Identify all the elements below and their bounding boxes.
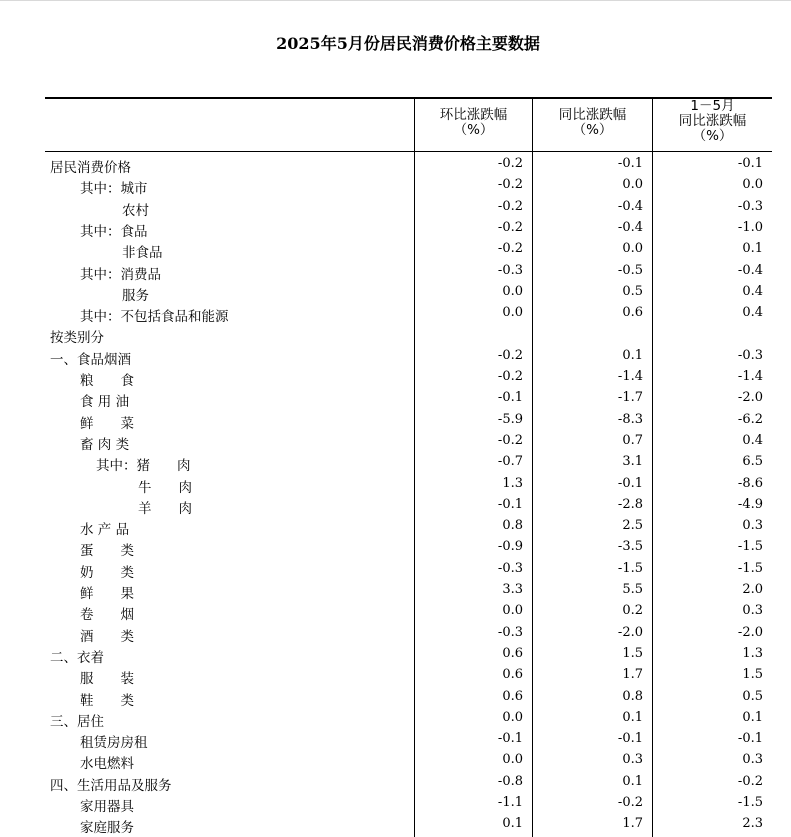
table-row <box>45 495 772 516</box>
header-ytd-title: 同比涨跌幅 <box>678 113 747 129</box>
ytd-value: 0.5 <box>742 688 763 704</box>
ytd-value: 0.3 <box>742 752 763 768</box>
table-row <box>45 282 772 303</box>
row-label: 鞋 类 <box>80 692 134 709</box>
table-row <box>45 367 772 388</box>
table-row <box>45 388 772 409</box>
table-row <box>45 644 772 665</box>
ytd-value: 0.3 <box>742 518 763 534</box>
row-label: 其中：猪 肉 <box>96 458 191 475</box>
yoy-value: -8.3 <box>617 411 643 427</box>
mom-value: 0.6 <box>502 667 523 683</box>
ytd-value: -1.5 <box>737 560 763 576</box>
mom-value: -1.1 <box>497 795 523 810</box>
row-label: 水电燃料 <box>80 756 134 773</box>
row-label: 其中：不包括食品和能源 <box>80 309 229 326</box>
row-label: 酒 类 <box>80 628 134 645</box>
yoy-value: 0.2 <box>622 603 643 619</box>
row-label: 畜 肉 类 <box>80 436 130 453</box>
header-mom-title: 环比涨跌幅 <box>439 107 508 123</box>
table-row <box>45 303 772 324</box>
page-top-border <box>0 0 791 1</box>
mom-value: -0.1 <box>497 496 523 512</box>
row-label: 奶 类 <box>80 564 134 581</box>
yoy-value: 0.8 <box>622 688 643 704</box>
yoy-value: -2.8 <box>617 496 643 512</box>
row-label: 服 装 <box>80 671 134 688</box>
row-label: 一、食品烟酒 <box>50 351 131 368</box>
row-label: 四、生活用品及服务 <box>50 777 172 794</box>
mom-value: 0.0 <box>502 752 523 768</box>
ytd-value: 2.0 <box>742 582 763 597</box>
yoy-value: -1.7 <box>617 390 643 406</box>
yoy-value: 0.0 <box>622 177 643 193</box>
row-label: 农村 <box>122 202 149 219</box>
ytd-value: 6.5 <box>742 454 763 470</box>
row-label: 水 产 品 <box>80 522 130 539</box>
table-row <box>45 346 772 367</box>
row-label: 居民消费价格 <box>50 160 131 176</box>
mom-value: 0.6 <box>502 645 523 661</box>
mom-value: -0.9 <box>497 539 523 555</box>
header-yoy-unit: （%） <box>572 122 613 138</box>
ytd-value: 0.1 <box>742 241 763 257</box>
header-mom <box>415 108 532 138</box>
table-row <box>45 814 772 835</box>
yoy-value: 1.5 <box>622 645 643 661</box>
table-row <box>45 474 772 495</box>
table-row <box>45 772 772 793</box>
header-ytd-unit: （%） <box>692 128 733 144</box>
row-label: 鲜 果 <box>80 586 134 602</box>
mom-value: -5.9 <box>497 411 523 427</box>
table-row <box>45 197 772 218</box>
header-mom-unit: （%） <box>453 122 494 138</box>
table-row <box>45 452 772 473</box>
yoy-value: -0.1 <box>617 731 643 747</box>
yoy-value: -0.1 <box>617 475 643 491</box>
yoy-value: 0.7 <box>622 432 643 448</box>
mom-value: -0.8 <box>497 773 523 789</box>
table-row <box>45 750 772 771</box>
row-label: 其中：城市 <box>80 181 148 198</box>
ytd-value: -0.3 <box>737 347 763 363</box>
mom-value: 1.3 <box>502 475 523 491</box>
mom-value: -0.2 <box>497 156 523 171</box>
yoy-value: -0.4 <box>617 198 643 214</box>
row-label: 家庭服务 <box>80 820 134 837</box>
header-ytd-period: 1－5月 <box>690 98 735 114</box>
mom-value: -0.3 <box>497 262 523 278</box>
table-row <box>45 175 772 196</box>
yoy-value: -3.5 <box>617 539 643 555</box>
mom-value: -0.2 <box>497 369 523 384</box>
ytd-value: -6.2 <box>737 411 763 427</box>
row-label: 蛋 类 <box>80 543 134 560</box>
table-row <box>45 601 772 622</box>
yoy-value: 0.6 <box>622 305 643 321</box>
row-label: 鲜 菜 <box>80 415 134 432</box>
yoy-value: 2.5 <box>622 518 643 534</box>
mom-value: 0.0 <box>502 603 523 619</box>
mom-value: -0.3 <box>497 560 523 576</box>
ytd-value: -4.9 <box>737 496 763 512</box>
yoy-value: -1.5 <box>617 560 643 576</box>
table-row <box>45 410 772 431</box>
row-label: 非食品 <box>122 245 163 262</box>
ytd-value: 0.0 <box>742 177 763 193</box>
table-row <box>45 324 772 345</box>
yoy-value: -0.2 <box>617 795 643 810</box>
header-ytd <box>653 99 772 144</box>
row-label: 二、衣着 <box>50 649 104 666</box>
ytd-value: -1.0 <box>737 219 763 235</box>
mom-value: 0.0 <box>502 305 523 321</box>
ytd-value: -0.1 <box>737 731 763 747</box>
table-header-rule <box>45 151 772 152</box>
yoy-value: -0.4 <box>617 219 643 235</box>
mom-value: -0.2 <box>497 347 523 363</box>
table-row <box>45 729 772 750</box>
row-label: 租赁房房租 <box>80 735 148 752</box>
ytd-value: -1.5 <box>737 539 763 555</box>
ytd-value: -2.0 <box>737 390 763 406</box>
table-row <box>45 537 772 558</box>
ytd-value: 2.3 <box>742 816 763 832</box>
yoy-value: 3.1 <box>622 454 643 470</box>
yoy-value: 0.1 <box>622 709 643 725</box>
table-row <box>45 218 772 239</box>
row-label: 其中：消费品 <box>80 266 161 283</box>
mom-value: 3.3 <box>502 582 523 597</box>
yoy-value: -1.4 <box>617 369 643 384</box>
ytd-value: -1.5 <box>737 795 763 810</box>
mom-value: -0.2 <box>497 177 523 193</box>
table-row <box>45 431 772 452</box>
ytd-value: 0.4 <box>742 283 763 299</box>
yoy-value: 0.0 <box>622 241 643 257</box>
table-row <box>45 154 772 175</box>
row-label: 羊 肉 <box>138 500 192 517</box>
ytd-value: 0.4 <box>742 432 763 448</box>
mom-value: -0.2 <box>497 432 523 448</box>
mom-value: -0.3 <box>497 624 523 640</box>
ytd-value: -0.1 <box>737 156 763 171</box>
yoy-value: 5.5 <box>622 582 643 597</box>
ytd-value: 0.1 <box>742 709 763 725</box>
mom-value: -0.7 <box>497 454 523 470</box>
yoy-value: -0.1 <box>617 156 643 171</box>
yoy-value: 0.3 <box>622 752 643 768</box>
mom-value: 0.0 <box>502 709 523 725</box>
mom-value: 0.1 <box>502 816 523 832</box>
yoy-value: -0.5 <box>617 262 643 278</box>
row-label: 按类别分 <box>50 330 104 347</box>
yoy-value: 0.1 <box>622 347 643 363</box>
mom-value: 0.0 <box>502 283 523 299</box>
table-row <box>45 516 772 537</box>
mom-value: -0.1 <box>497 731 523 747</box>
row-label: 牛 肉 <box>138 479 192 496</box>
table-row <box>45 623 772 644</box>
row-label: 卷 烟 <box>80 607 134 624</box>
yoy-value: 1.7 <box>622 667 643 683</box>
mom-value: 0.8 <box>502 518 523 534</box>
yoy-value: 0.5 <box>622 283 643 299</box>
yoy-value: 0.1 <box>622 773 643 789</box>
row-label: 粮 食 <box>80 373 134 389</box>
page-title: 2025年5月份居民消费价格主要数据 <box>276 34 540 53</box>
ytd-value: -0.2 <box>737 773 763 789</box>
header-yoy <box>533 108 652 138</box>
yoy-value: -2.0 <box>617 624 643 640</box>
ytd-value: -1.4 <box>737 369 763 384</box>
table-row <box>45 580 772 601</box>
row-label: 三、居住 <box>50 713 104 730</box>
ytd-value: -8.6 <box>737 475 763 491</box>
table-row <box>45 687 772 708</box>
row-label: 食 用 油 <box>80 394 130 411</box>
ytd-value: -2.0 <box>737 624 763 640</box>
table-row <box>45 665 772 686</box>
table-row <box>45 261 772 282</box>
table-row <box>45 708 772 729</box>
table-row <box>45 793 772 814</box>
mom-value: -0.2 <box>497 219 523 235</box>
row-label: 服务 <box>122 287 149 304</box>
row-label: 家用器具 <box>80 799 134 815</box>
table-row <box>45 559 772 580</box>
row-label: 其中：食品 <box>80 223 148 240</box>
mom-value: -0.1 <box>497 390 523 406</box>
mom-value: -0.2 <box>497 241 523 257</box>
ytd-value: 0.3 <box>742 603 763 619</box>
ytd-value: 1.3 <box>742 645 763 661</box>
ytd-value: 1.5 <box>742 667 763 683</box>
table-row <box>45 239 772 260</box>
header-yoy-title: 同比涨跌幅 <box>558 107 627 123</box>
ytd-value: -0.4 <box>737 262 763 278</box>
yoy-value: 1.7 <box>622 816 643 832</box>
mom-value: -0.2 <box>497 198 523 214</box>
ytd-value: -0.3 <box>737 198 763 214</box>
mom-value: 0.6 <box>502 688 523 704</box>
ytd-value: 0.4 <box>742 305 763 321</box>
